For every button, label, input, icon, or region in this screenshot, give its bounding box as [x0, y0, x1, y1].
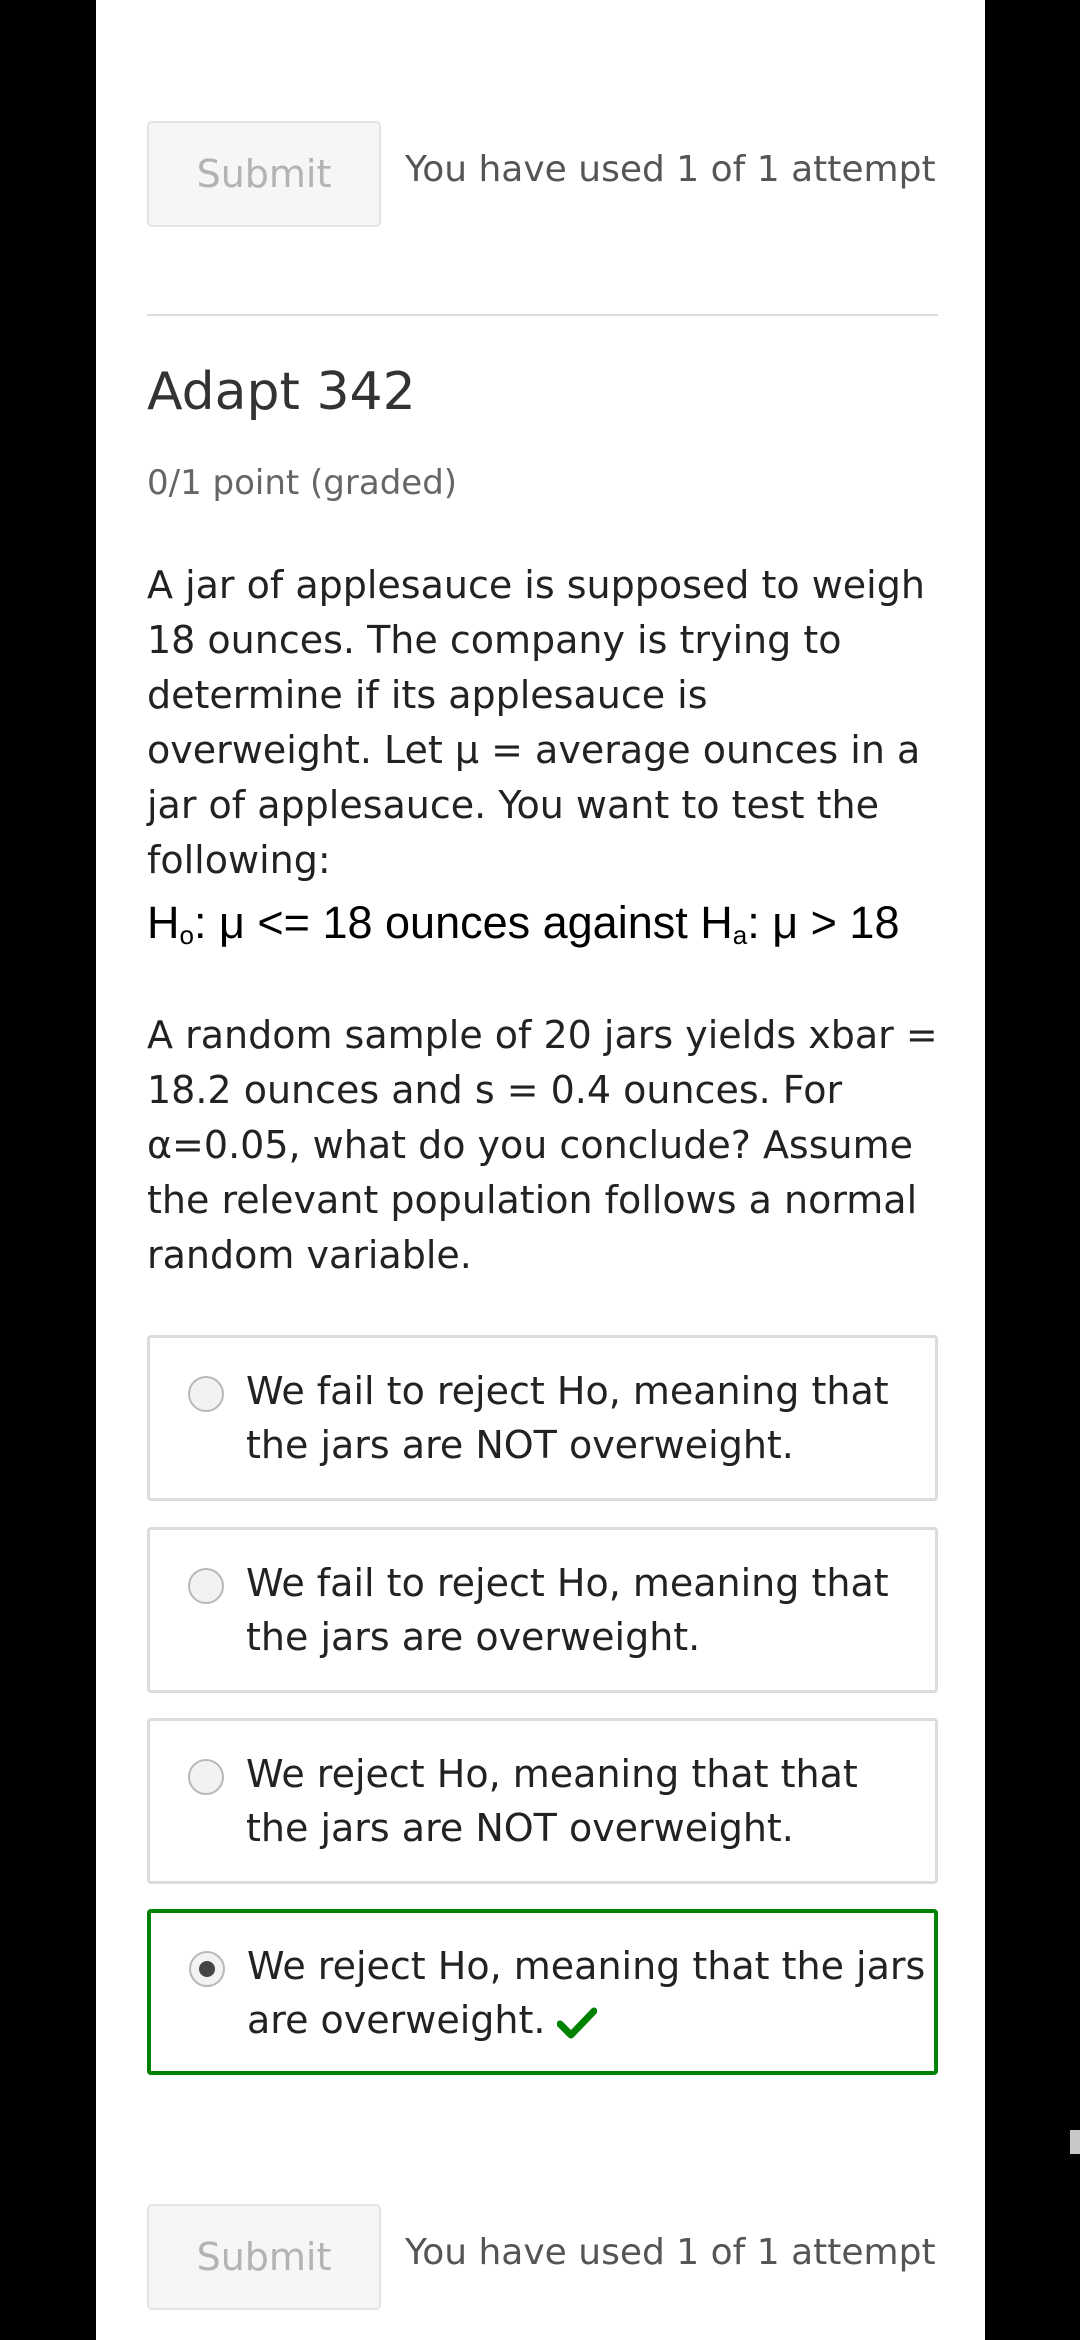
- radio-button[interactable]: [188, 1759, 224, 1795]
- choice-option-2[interactable]: [147, 1527, 938, 1693]
- radio-button[interactable]: [188, 1568, 224, 1604]
- question-text: A jar of applesauce is supposed to weigh 18 ounces. The company is trying to determine if its applesauce is overweight. Let μ = average ounces in a jar of applesauce. You want to test the following:: [147, 563, 925, 882]
- radio-button[interactable]: [188, 1376, 224, 1412]
- ha-rest: : μ > 18: [747, 897, 900, 948]
- choice-label-text: We reject Ho, meaning that the jars are overweight.: [247, 1944, 926, 2042]
- choice-option-4[interactable]: [147, 1909, 938, 2075]
- bottom-submit-row: [147, 2204, 938, 2312]
- h0-subscript: o: [179, 920, 194, 950]
- problem-page: [96, 0, 985, 2340]
- attempts-text-top: You have used 1 of 1 attempt: [405, 149, 936, 190]
- choice-label: We fail to reject Ho, meaning that the jars are NOT overweight.: [246, 1369, 889, 1467]
- section-divider: [147, 314, 938, 316]
- choice-option-1[interactable]: [147, 1335, 938, 1501]
- h0-letter: H: [147, 897, 180, 948]
- ha-letter: H: [700, 897, 733, 948]
- points-label: 0/1 point (graded): [147, 463, 458, 503]
- choice-label: We fail to reject Ho, meaning that the jars are overweight.: [246, 1561, 889, 1659]
- choice-label: We reject Ho, meaning that that the jars are NOT overweight.: [246, 1752, 858, 1850]
- check-icon: [557, 2006, 597, 2040]
- question-text-2: A random sample of 20 jars yields xbar = 18.2 ounces and s = 0.4 ounces. For α=0.05, what do you conclude? Assume the relevant population follows a normal random variable.: [147, 1013, 938, 1277]
- ha-subscript: a: [732, 920, 748, 950]
- scrollbar-thumb[interactable]: [1070, 2130, 1080, 2154]
- submit-button-bottom[interactable]: Submit: [147, 2204, 381, 2310]
- problem-title: Adapt 342: [147, 362, 416, 422]
- top-submit-row: [147, 121, 938, 229]
- radio-button-selected[interactable]: [189, 1951, 225, 1987]
- hypothesis-statement: [147, 888, 947, 970]
- submit-button-top[interactable]: Submit: [147, 121, 381, 227]
- choice-option-3[interactable]: [147, 1718, 938, 1884]
- choice-label: [247, 1939, 927, 2047]
- h0-rest: : μ <= 18 ounces against: [193, 897, 701, 948]
- attempts-text-bottom: You have used 1 of 1 attempt: [405, 2232, 936, 2273]
